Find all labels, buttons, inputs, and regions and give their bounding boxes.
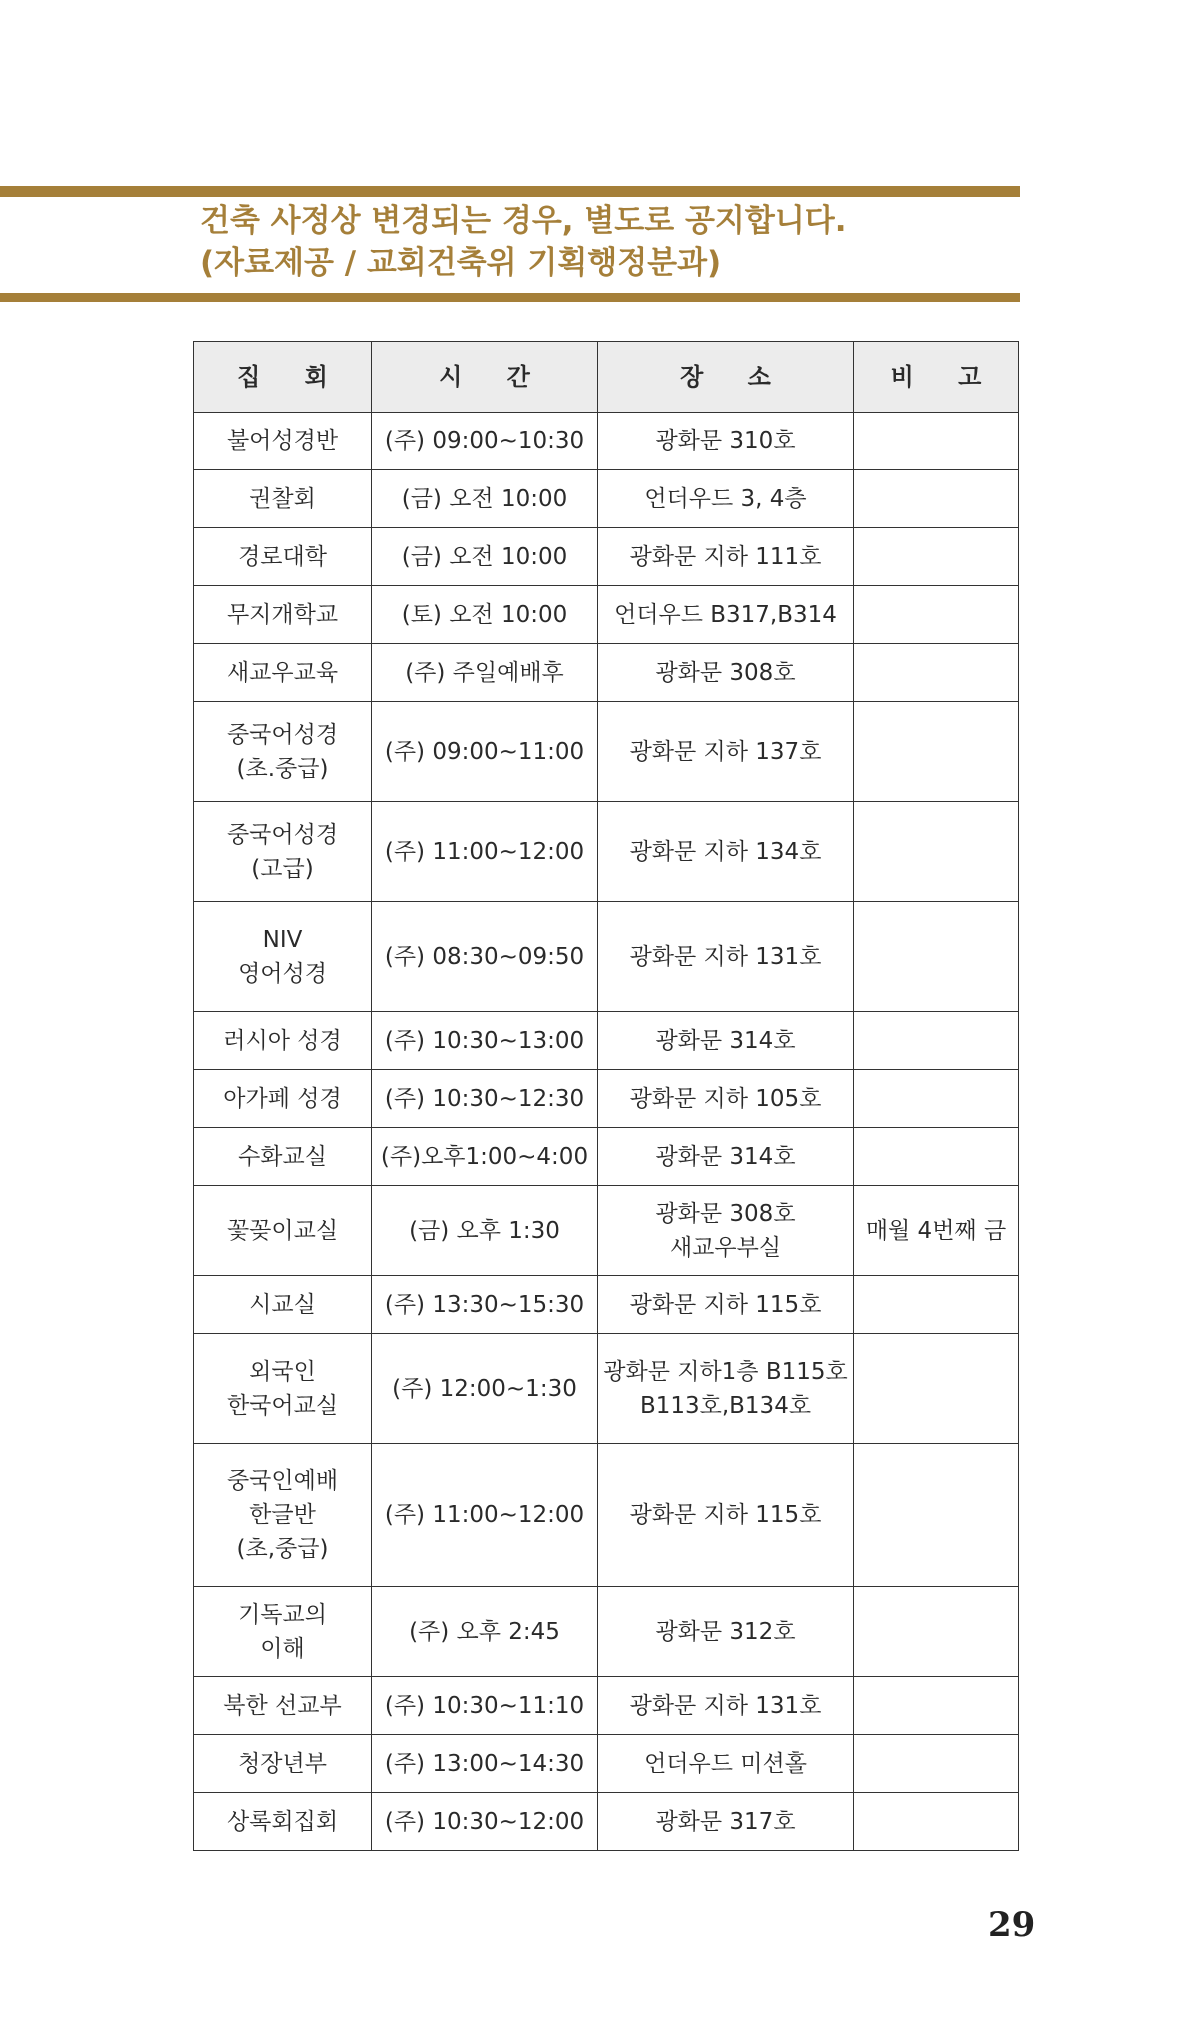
cell-time-line: (금) 오전 10:00 xyxy=(401,485,568,512)
cell-time-line: (금) 오전 10:00 xyxy=(401,543,568,570)
cell-meeting xyxy=(194,1276,372,1334)
cell-place-line: 광화문 지하 111호 xyxy=(629,543,822,570)
cell-note xyxy=(854,586,1019,644)
cell-place-line: 광화문 지하 105호 xyxy=(629,1085,822,1112)
table-row xyxy=(194,1334,1019,1444)
cell-time xyxy=(372,1012,598,1070)
table-row xyxy=(194,1444,1019,1587)
cell-meeting xyxy=(194,702,372,802)
cell-note xyxy=(854,644,1019,702)
cell-time-line: (주) 09:00~10:30 xyxy=(384,428,585,454)
table-row xyxy=(194,586,1019,644)
cell-place xyxy=(598,902,854,1012)
cell-meeting-line: 중국어성경 xyxy=(226,821,339,848)
cell-note xyxy=(854,1334,1019,1444)
cell-time-line: (토) 오전 10:00 xyxy=(401,601,568,628)
cell-meeting-line: 한글반 xyxy=(249,1502,316,1528)
page-number: 29 xyxy=(988,1905,1036,1945)
cell-meeting xyxy=(194,802,372,902)
cell-time xyxy=(372,1735,598,1793)
cell-meeting xyxy=(194,1012,372,1070)
cell-meeting xyxy=(194,1334,372,1444)
cell-meeting xyxy=(194,902,372,1012)
cell-place xyxy=(598,1444,854,1587)
cell-time xyxy=(372,1587,598,1677)
cell-meeting xyxy=(194,1186,372,1276)
cell-time-line: (주) 09:00~11:00 xyxy=(384,738,585,765)
cell-meeting-line: 권찰회 xyxy=(249,485,316,512)
cell-time-line: (주) 13:00~14:30 xyxy=(384,1750,585,1777)
cell-time-line: (주) 10:30~11:10 xyxy=(384,1692,585,1719)
cell-place xyxy=(598,1587,854,1677)
cell-time xyxy=(372,802,598,902)
cell-place-line: 새교우부실 xyxy=(669,1234,782,1261)
table-row xyxy=(194,1793,1019,1851)
cell-time-line: (금) 오후 1:30 xyxy=(409,1217,560,1244)
cell-note xyxy=(854,1677,1019,1735)
cell-place xyxy=(598,1186,854,1276)
cell-place-line: 언더우드 미션홀 xyxy=(644,1750,807,1777)
notice xyxy=(200,200,1020,284)
table-row xyxy=(194,902,1019,1012)
cell-time-line: (주) 오후 2:45 xyxy=(409,1618,560,1645)
cell-meeting xyxy=(194,586,372,644)
cell-time xyxy=(372,528,598,586)
cell-meeting xyxy=(194,1735,372,1793)
cell-time xyxy=(372,1334,598,1444)
cell-place-line: 광화문 317호 xyxy=(655,1808,796,1835)
cell-meeting-line: 새교우교육 xyxy=(226,659,339,686)
cell-meeting xyxy=(194,1793,372,1851)
cell-place-line: 언더우드 3, 4층 xyxy=(644,485,807,512)
cell-meeting-line: 중국인예배 xyxy=(226,1468,339,1494)
cell-meeting-line: 수화교실 xyxy=(238,1143,327,1170)
cell-time-line: (주) 08:30~09:50 xyxy=(384,943,585,970)
cell-time xyxy=(372,1793,598,1851)
cell-meeting-line: (초,중급) xyxy=(236,1536,329,1562)
cell-note xyxy=(854,1587,1019,1677)
cell-meeting xyxy=(194,413,372,470)
cell-place-line: 광화문 지하 115호 xyxy=(629,1502,822,1528)
cell-place xyxy=(598,802,854,902)
cell-time-line: (주) 13:30~15:30 xyxy=(384,1291,585,1318)
cell-place xyxy=(598,586,854,644)
header-note: 비 고 xyxy=(854,342,1019,413)
cell-meeting-line: 이해 xyxy=(260,1635,305,1662)
cell-place-line: 광화문 308호 xyxy=(655,1200,796,1227)
header-meeting: 집 회 xyxy=(194,342,372,413)
table-row xyxy=(194,1070,1019,1128)
cell-note xyxy=(854,1128,1019,1186)
cell-place-line: 광화문 312호 xyxy=(655,1618,796,1645)
cell-place xyxy=(598,528,854,586)
cell-meeting-line: 러시아 성경 xyxy=(223,1027,342,1054)
table-row xyxy=(194,1735,1019,1793)
cell-place xyxy=(598,644,854,702)
cell-meeting xyxy=(194,1128,372,1186)
cell-note-line: 매월 4번째 금 xyxy=(865,1217,1007,1244)
cell-time xyxy=(372,1444,598,1587)
table-row xyxy=(194,1128,1019,1186)
cell-meeting xyxy=(194,644,372,702)
cell-place-line: 광화문 지하 134호 xyxy=(629,838,822,865)
cell-note xyxy=(854,1186,1019,1276)
table-row xyxy=(194,470,1019,528)
cell-place xyxy=(598,1276,854,1334)
cell-time-line: (주) 10:30~13:00 xyxy=(384,1027,585,1054)
cell-meeting xyxy=(194,1587,372,1677)
cell-place-line: 광화문 308호 xyxy=(655,659,796,686)
cell-time-line: (주) 10:30~12:30 xyxy=(384,1085,585,1112)
cell-note xyxy=(854,1070,1019,1128)
cell-time xyxy=(372,1677,598,1735)
cell-meeting-line: 북한 선교부 xyxy=(223,1692,342,1719)
table-row xyxy=(194,802,1019,902)
cell-place-line: 광화문 지하 137호 xyxy=(629,738,822,765)
schedule-table xyxy=(193,341,1019,1851)
cell-time xyxy=(372,644,598,702)
cell-time-line: (주) 10:30~12:00 xyxy=(384,1808,585,1835)
cell-time xyxy=(372,1070,598,1128)
header-time: 시 간 xyxy=(372,342,598,413)
cell-time xyxy=(372,1128,598,1186)
cell-place xyxy=(598,1677,854,1735)
table-row xyxy=(194,528,1019,586)
cell-meeting-line: 기독교의 xyxy=(238,1601,327,1628)
cell-time-line: (주) 11:00~12:00 xyxy=(384,838,585,865)
cell-time xyxy=(372,702,598,802)
cell-place xyxy=(598,1334,854,1444)
cell-meeting-line: 중국어성경 xyxy=(226,721,339,748)
cell-note xyxy=(854,470,1019,528)
cell-meeting xyxy=(194,1070,372,1128)
cell-note xyxy=(854,1276,1019,1334)
cell-place xyxy=(598,470,854,528)
cell-note xyxy=(854,413,1019,470)
cell-meeting-line: (고급) xyxy=(251,855,314,882)
cell-meeting-line: 꽃꽂이교실 xyxy=(226,1217,339,1244)
cell-note xyxy=(854,702,1019,802)
cell-meeting xyxy=(194,470,372,528)
cell-meeting-line: NIV xyxy=(262,926,303,953)
cell-meeting-line: 불어성경반 xyxy=(226,428,339,454)
table-header-row xyxy=(194,342,1019,413)
cell-time xyxy=(372,470,598,528)
table-row xyxy=(194,1186,1019,1276)
cell-meeting-line: 영어성경 xyxy=(238,960,327,987)
table-row xyxy=(194,644,1019,702)
cell-note xyxy=(854,1735,1019,1793)
cell-meeting-line: 아가페 성경 xyxy=(223,1085,342,1112)
top-rule xyxy=(0,186,1020,197)
cell-place xyxy=(598,1070,854,1128)
notice-line-2: (자료제공 / 교회건축위 기획행정분과) xyxy=(200,245,722,281)
cell-place-line: B113호,B134호 xyxy=(639,1392,812,1419)
cell-place-line: 광화문 지하 131호 xyxy=(629,943,822,970)
cell-meeting xyxy=(194,1444,372,1587)
cell-place xyxy=(598,1128,854,1186)
cell-note xyxy=(854,528,1019,586)
cell-note xyxy=(854,902,1019,1012)
table-row xyxy=(194,413,1019,470)
cell-time-line: (주) 11:00~12:00 xyxy=(384,1502,585,1528)
cell-note xyxy=(854,1444,1019,1587)
cell-note xyxy=(854,1012,1019,1070)
cell-meeting xyxy=(194,528,372,586)
cell-time xyxy=(372,1186,598,1276)
cell-time xyxy=(372,586,598,644)
cell-place xyxy=(598,413,854,470)
cell-meeting-line: 무지개학교 xyxy=(226,601,339,628)
notice-line-1: 건축 사정상 변경되는 경우, 별도로 공지합니다. xyxy=(200,203,847,239)
cell-meeting-line: 상록회집회 xyxy=(226,1808,339,1835)
cell-meeting xyxy=(194,1677,372,1735)
cell-time xyxy=(372,1276,598,1334)
table-row xyxy=(194,1587,1019,1677)
cell-meeting-line: 시교실 xyxy=(249,1291,316,1318)
table-row xyxy=(194,702,1019,802)
cell-meeting-line: (초.중급) xyxy=(236,755,329,782)
cell-place-line: 광화문 지하 131호 xyxy=(629,1692,822,1719)
cell-meeting-line: 청장년부 xyxy=(238,1750,327,1777)
cell-place xyxy=(598,1012,854,1070)
table-row xyxy=(194,1276,1019,1334)
table-row xyxy=(194,1677,1019,1735)
cell-meeting-line: 한국어교실 xyxy=(226,1392,339,1419)
cell-note xyxy=(854,1793,1019,1851)
cell-place xyxy=(598,1793,854,1851)
cell-place-line: 광화문 314호 xyxy=(655,1143,796,1170)
cell-place-line: 광화문 지하 115호 xyxy=(629,1291,822,1318)
cell-meeting-line: 외국인 xyxy=(249,1358,316,1385)
cell-time xyxy=(372,902,598,1012)
cell-place xyxy=(598,1735,854,1793)
cell-time-line: (주) 12:00~1:30 xyxy=(392,1375,577,1402)
cell-place-line: 광화문 지하1층 B115호 xyxy=(603,1358,848,1385)
cell-place-line: 광화문 310호 xyxy=(655,428,796,454)
table-row xyxy=(194,1012,1019,1070)
header-place: 장 소 xyxy=(598,342,854,413)
cell-meeting-line: 경로대학 xyxy=(238,543,327,570)
cell-place-line: 언더우드 B317,B314 xyxy=(614,601,837,628)
bottom-rule xyxy=(0,293,1020,302)
cell-note xyxy=(854,802,1019,902)
cell-time xyxy=(372,413,598,470)
cell-time-line: (주) 주일예배후 xyxy=(405,659,564,686)
cell-place-line: 광화문 314호 xyxy=(655,1027,796,1054)
cell-time-line: (주)오후1:00~4:00 xyxy=(380,1143,589,1170)
cell-place xyxy=(598,702,854,802)
